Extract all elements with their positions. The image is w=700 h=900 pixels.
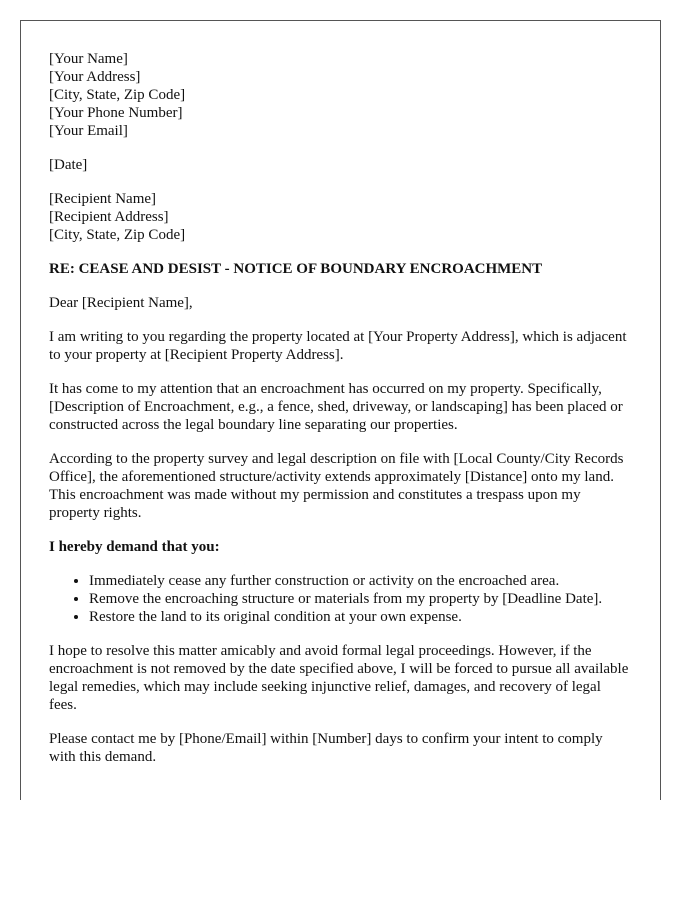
recipient-name: [Recipient Name]: [49, 191, 157, 207]
sender-name: [Your Name]: [49, 51, 128, 67]
letter-page: [20, 20, 661, 800]
closing-paragraph-2: Please contact me by [Phone/Email] within [Number] days to confirm your intent to comply with this demand.: [49, 731, 603, 765]
body-paragraph-3: According to the property survey and legal description on file with [Local County/City Records Office], the aforementioned structure/activity extends approximately [Distance] onto my land. This encroachment was made without my permission and constitutes a trespass upon my property rights.: [49, 451, 624, 521]
recipient-block: [49, 190, 632, 244]
subject-line: RE: CEASE AND DESIST - NOTICE OF BOUNDARY ENCROACHMENT: [49, 261, 543, 277]
sender-address: [Your Address]: [49, 69, 141, 85]
sender-city-state-zip: [City, State, Zip Code]: [49, 87, 186, 103]
demand-item: • Remove the encroaching structure or materials from my property by [Deadline Date].: [89, 590, 632, 608]
date-block: [49, 156, 632, 174]
body-paragraph-2: It has come to my attention that an encroachment has occurred on my property. Specifically, [Description of Encroachment, e.g., a fence, shed, driveway, or landscaping] has been placed or constructed across the legal boundary line separating our properties.: [49, 381, 623, 433]
demand-item: • Restore the land to its original condition at your own expense.: [89, 608, 632, 626]
sender-email: [Your Email]: [49, 123, 128, 139]
recipient-address: [Recipient Address]: [49, 209, 169, 225]
demand-list: [49, 572, 632, 626]
sender-block: [49, 50, 632, 140]
body-paragraph-1: I am writing to you regarding the property located at [Your Property Address], which is adjacent to your property at [Recipient Property Address].: [49, 329, 627, 363]
sender-phone: [Your Phone Number]: [49, 105, 183, 121]
demand-item: • Immediately cease any further construction or activity on the encroached area.: [89, 572, 632, 590]
closing-paragraph-1: I hope to resolve this matter amicably and avoid formal legal proceedings. However, if the encroachment is not removed by the date specified above, I will be forced to pursue all available legal remedies, which may include seeking injunctive relief, damages, and recovery of legal fees.: [49, 643, 629, 713]
letter-date: [Date]: [49, 157, 88, 173]
recipient-city-state-zip: [City, State, Zip Code]: [49, 227, 186, 243]
demand-heading: I hereby demand that you:: [49, 539, 220, 555]
salutation: Dear [Recipient Name],: [49, 295, 193, 311]
